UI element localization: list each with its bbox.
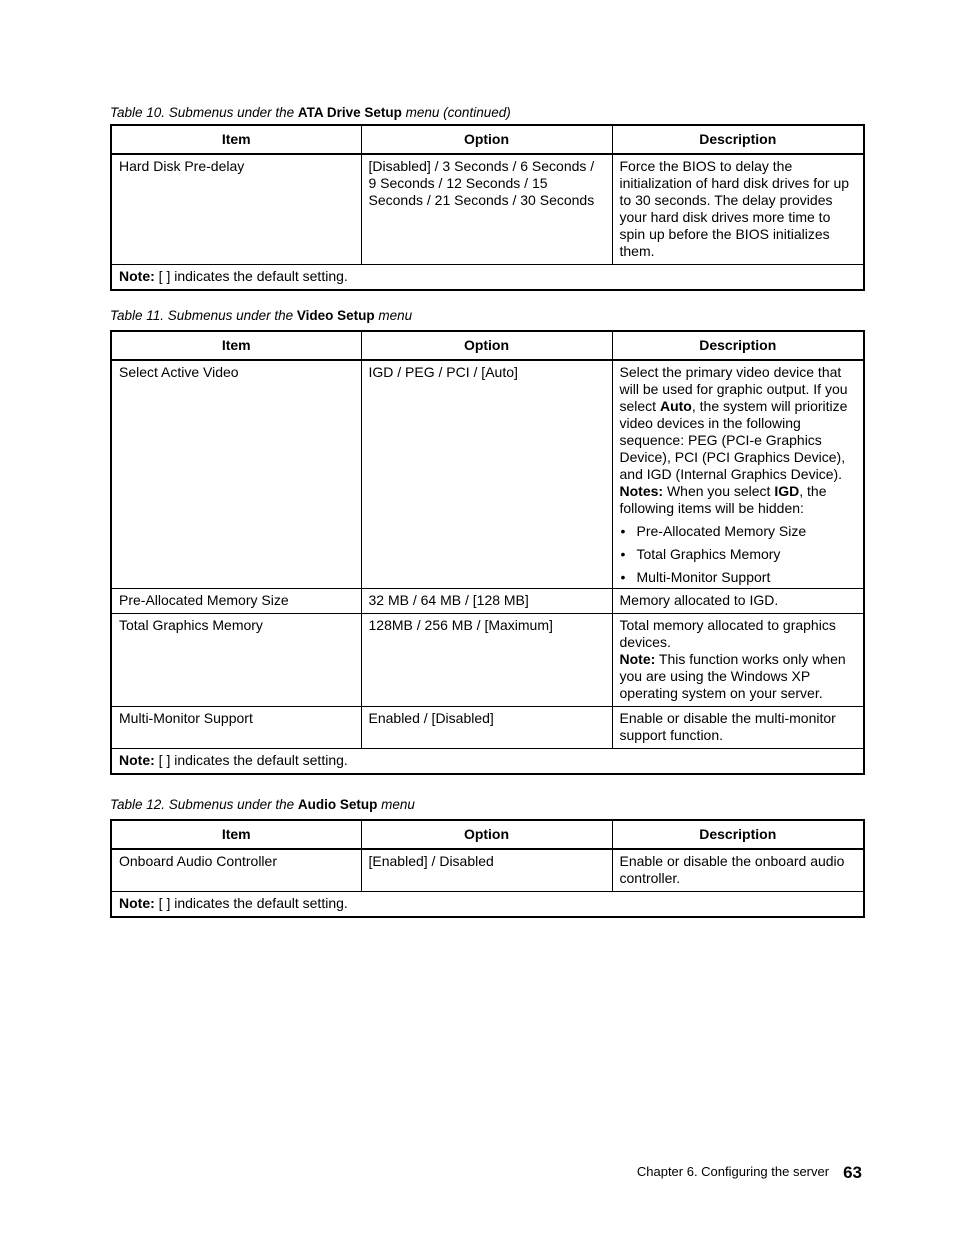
table10-caption	[110, 105, 511, 120]
note-text: [ ] indicates the default setting.	[154, 268, 348, 284]
page-footer	[637, 1163, 862, 1183]
cell-option: Enabled / [Disabled]	[361, 707, 612, 749]
note-row	[111, 265, 864, 291]
cell-option: [Enabled] / Disabled	[361, 849, 612, 892]
table11	[110, 330, 865, 775]
header-description: Description	[612, 820, 864, 849]
note-label: Note:	[119, 268, 155, 284]
cell-item: Total Graphics Memory	[111, 614, 361, 707]
header-item: Item	[111, 820, 361, 849]
table12-caption-prefix: Table 12. Submenus under the	[110, 797, 298, 812]
cell-item: Pre-Allocated Memory Size	[111, 589, 361, 614]
table12	[110, 819, 865, 918]
table11-caption-menu: Video Setup	[296, 308, 375, 323]
table-header-row	[111, 820, 864, 849]
table-row	[111, 154, 864, 265]
table12-caption-menu: Audio Setup	[297, 797, 378, 812]
header-item: Item	[111, 125, 361, 154]
note-cell	[111, 749, 864, 775]
note-cell	[111, 892, 864, 918]
note-label: Note:	[119, 752, 155, 768]
list-item: • Pre-Allocated Memory Size	[637, 523, 857, 540]
cell-description: Memory allocated to IGD.	[612, 589, 864, 614]
table10-caption-suffix: menu (continued)	[401, 105, 511, 120]
cell-description	[612, 360, 864, 589]
page-number: 63	[843, 1163, 862, 1182]
table10-caption-prefix: Table 10. Submenus under the	[110, 105, 298, 120]
chapter-title: Chapter 6. Configuring the server	[636, 1164, 830, 1179]
table10-caption-menu: ATA Drive Setup	[297, 105, 402, 120]
table11-caption-prefix: Table 11. Submenus under the	[110, 308, 297, 323]
table11-caption-suffix: menu	[374, 308, 413, 323]
table10	[110, 124, 865, 291]
table-row	[111, 614, 864, 707]
cell-option: 32 MB / 64 MB / [128 MB]	[361, 589, 612, 614]
cell-description: Enable or disable the onboard audio controller.	[612, 849, 864, 892]
note-row	[111, 749, 864, 775]
cell-item: Onboard Audio Controller	[111, 849, 361, 892]
cell-item: Select Active Video	[111, 360, 361, 589]
table-row	[111, 360, 864, 589]
hidden-items-list	[620, 523, 857, 586]
cell-description: Force the BIOS to delay the initialization of hard disk drives for up to 30 seconds. The delay provides your hard disk drives more time to spin up before the BIOS initializes them.	[612, 154, 864, 265]
table-header-row	[111, 331, 864, 360]
note-text: [ ] indicates the default setting.	[154, 895, 348, 911]
note-text: This function works only when you are using the Windows XP operating system on your server.	[619, 651, 846, 701]
note-text: [ ] indicates the default setting.	[154, 752, 348, 768]
table12-caption	[110, 797, 415, 812]
note-cell	[111, 265, 864, 291]
table-row	[111, 849, 864, 892]
cell-option: 128MB / 256 MB / [Maximum]	[361, 614, 612, 707]
note-row	[111, 892, 864, 918]
notes-label: Notes:	[619, 483, 664, 499]
header-option: Option	[361, 820, 612, 849]
note-label: Note:	[619, 651, 656, 667]
cell-description	[612, 614, 864, 707]
notes-text-cont: , the following items will be hidden:	[619, 483, 827, 516]
cell-option: IGD / PEG / PCI / [Auto]	[361, 360, 612, 589]
header-description: Description	[612, 125, 864, 154]
header-option: Option	[361, 125, 612, 154]
list-item: • Multi-Monitor Support	[637, 569, 857, 586]
cell-item: Multi-Monitor Support	[111, 707, 361, 749]
desc-text: Total memory allocated to graphics devices.	[619, 617, 836, 650]
notes-bold-igd: IGD	[774, 483, 800, 499]
cell-description: Enable or disable the multi-monitor support function.	[612, 707, 864, 749]
table12-caption-suffix: menu	[377, 797, 415, 812]
note-label: Note:	[119, 895, 155, 911]
notes-text: When you select	[663, 483, 775, 499]
desc-text-cont: , the system will prioritize video devices in the following sequence: PEG (PCI-e Graphics Device), PCI (PCI Graphics Device), and IGD (Internal Graphics Device).	[619, 398, 848, 482]
table-row	[111, 589, 864, 614]
list-item: • Total Graphics Memory	[637, 546, 857, 563]
cell-option: [Disabled] / 3 Seconds / 6 Seconds / 9 Seconds / 12 Seconds / 15 Seconds / 21 Seconds / 30 Seconds	[361, 154, 612, 265]
table-row	[111, 707, 864, 749]
cell-item: Hard Disk Pre-delay	[111, 154, 361, 265]
table-header-row	[111, 125, 864, 154]
table11-caption	[110, 308, 412, 323]
header-item: Item	[111, 331, 361, 360]
header-option: Option	[361, 331, 612, 360]
header-description: Description	[612, 331, 864, 360]
desc-text: Select the primary video device that will be used for graphic output. If you select	[619, 364, 848, 414]
desc-bold-auto: Auto	[659, 398, 692, 414]
